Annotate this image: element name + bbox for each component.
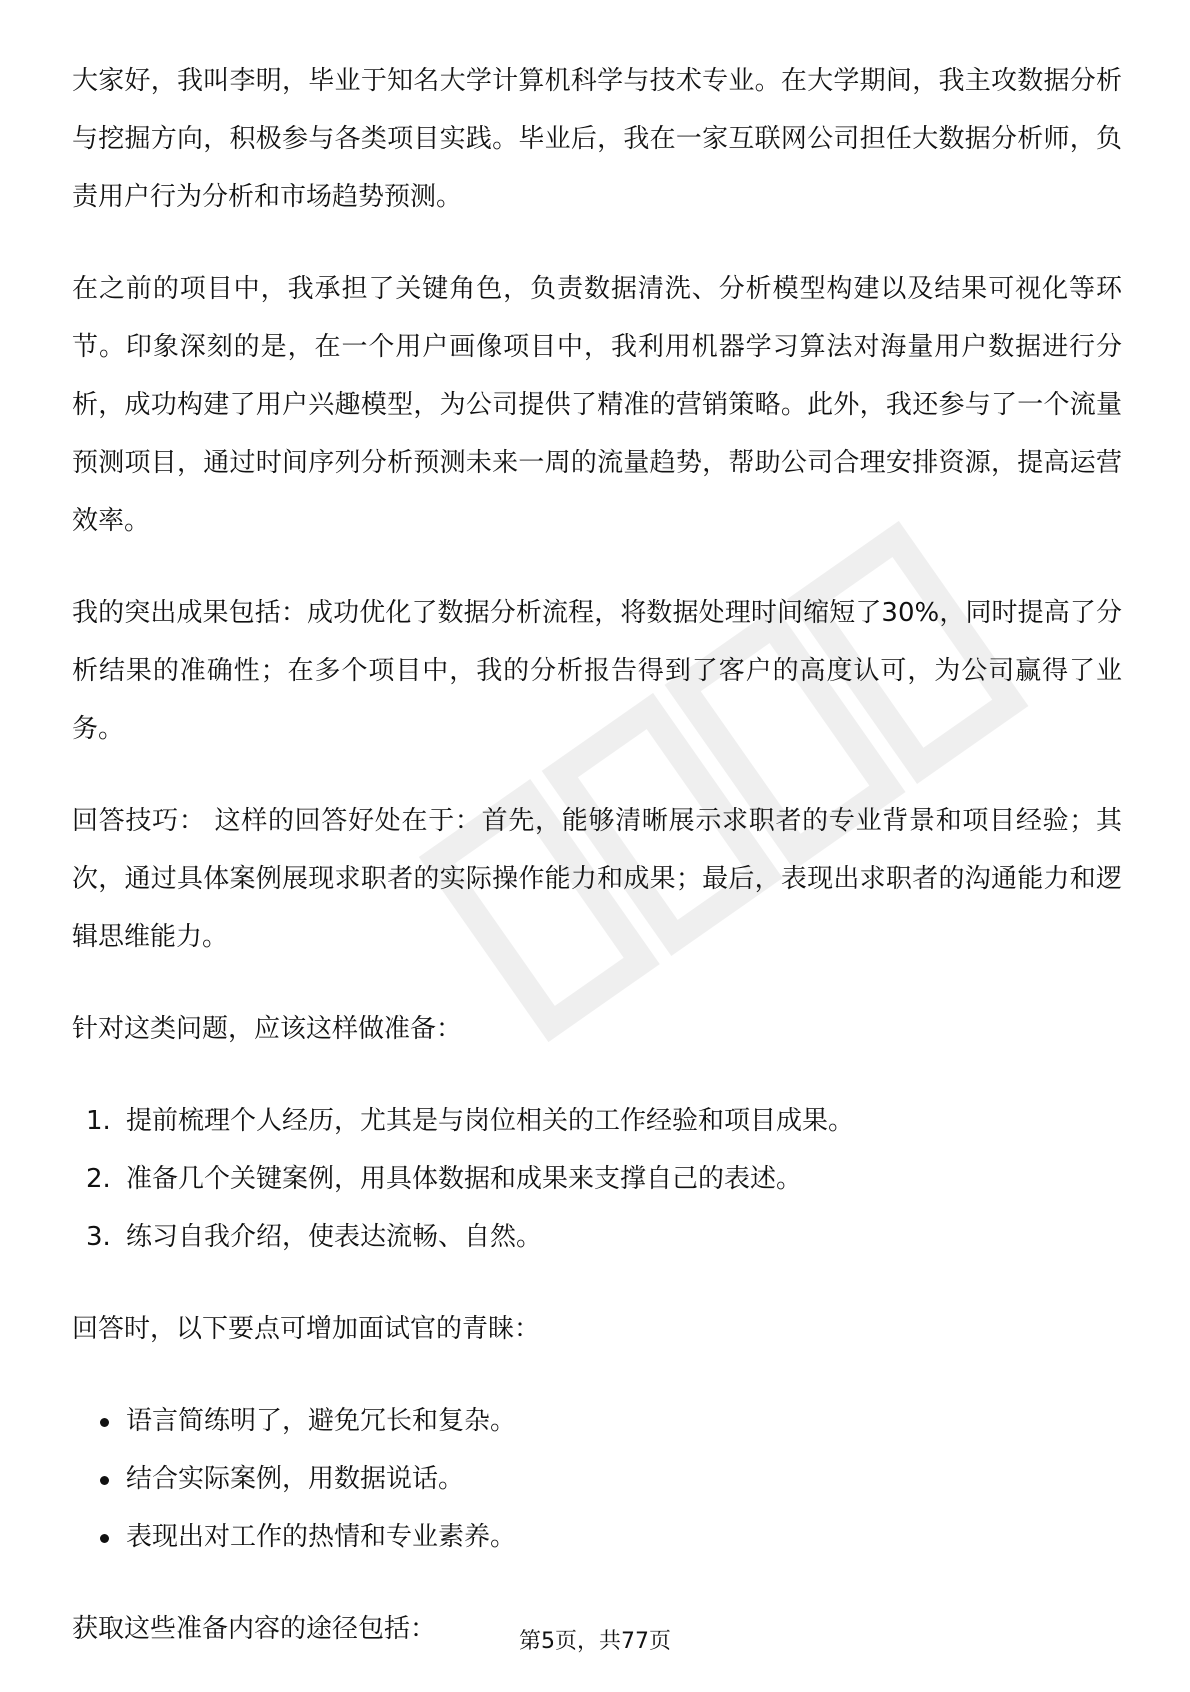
document-content [72,52,1122,1692]
bullet-icon [100,1418,109,1427]
points-list [72,1392,1122,1566]
list-item [72,1508,1122,1566]
list-item-number: 2. [86,1164,111,1194]
achievements-paragraph: 我的突出成果包括：成功优化了数据分析流程，将数据处理时间缩短了30%，同时提高了分析结果的准确性；在多个项目中，我的分析报告得到了客户的高度认可，为公司赢得了业务。 [72,598,1122,744]
list-item [72,1392,1122,1450]
list-item [72,1208,1122,1266]
answer-tips-paragraph: 回答技巧： 这样的回答好处在于：首先，能够清晰展示求职者的专业背景和项目经验；其次，通过具体案例展现求职者的实际操作能力和成果；最后，表现出求职者的沟通能力和逻辑思维能力。 [72,806,1122,952]
list-item-number: 3. [86,1222,111,1252]
list-item-text: 语言简练明了，避免冗长和复杂。 [126,1406,517,1436]
prepare-intro-paragraph: 针对这类问题，应该这样做准备： [72,1014,463,1044]
intro-paragraph: 大家好，我叫李明，毕业于知名大学计算机科学与技术专业。在大学期间，我主攻数据分析与挖掘方向，积极参与各类项目实践。毕业后，我在一家互联网公司担任大数据分析师，负责用户行为分析和市场趋势预测。 [72,66,1122,212]
list-item [72,1150,1122,1208]
prepare-list [72,1092,1122,1266]
list-item-text: 练习自我介绍，使表达流畅、自然。 [126,1222,543,1252]
list-item-text: 提前梳理个人经历，尤其是与岗位相关的工作经验和项目成果。 [126,1106,855,1136]
experience-paragraph: 在之前的项目中，我承担了关键角色，负责数据清洗、分析模型构建以及结果可视化等环节。印象深刻的是，在一个用户画像项目中，我利用机器学习算法对海量用户数据进行分析，成功构建了用户兴趣模型，为公司提供了精准的营销策略。此外，我还参与了一个流量预测项目，通过时间序列分析预测未来一周的流量趋势，帮助公司合理安排资源，提高运营效率。 [72,274,1122,536]
list-item [72,1450,1122,1508]
points-intro-paragraph: 回答时，以下要点可增加面试官的青睐： [72,1314,541,1344]
list-item-number: 1. [86,1106,111,1136]
list-item-text: 表现出对工作的热情和专业素养。 [126,1522,517,1552]
list-item-text: 准备几个关键案例，用具体数据和成果来支撑自己的表述。 [126,1164,803,1194]
list-item-text: 结合实际案例，用数据说话。 [126,1464,465,1494]
bullet-icon [100,1476,109,1485]
page-number: 第5页，共77页 [519,1629,671,1654]
sources-intro-paragraph: 获取这些准备内容的途径包括： [72,1614,437,1644]
bullet-icon [100,1534,109,1543]
list-item [72,1092,1122,1150]
